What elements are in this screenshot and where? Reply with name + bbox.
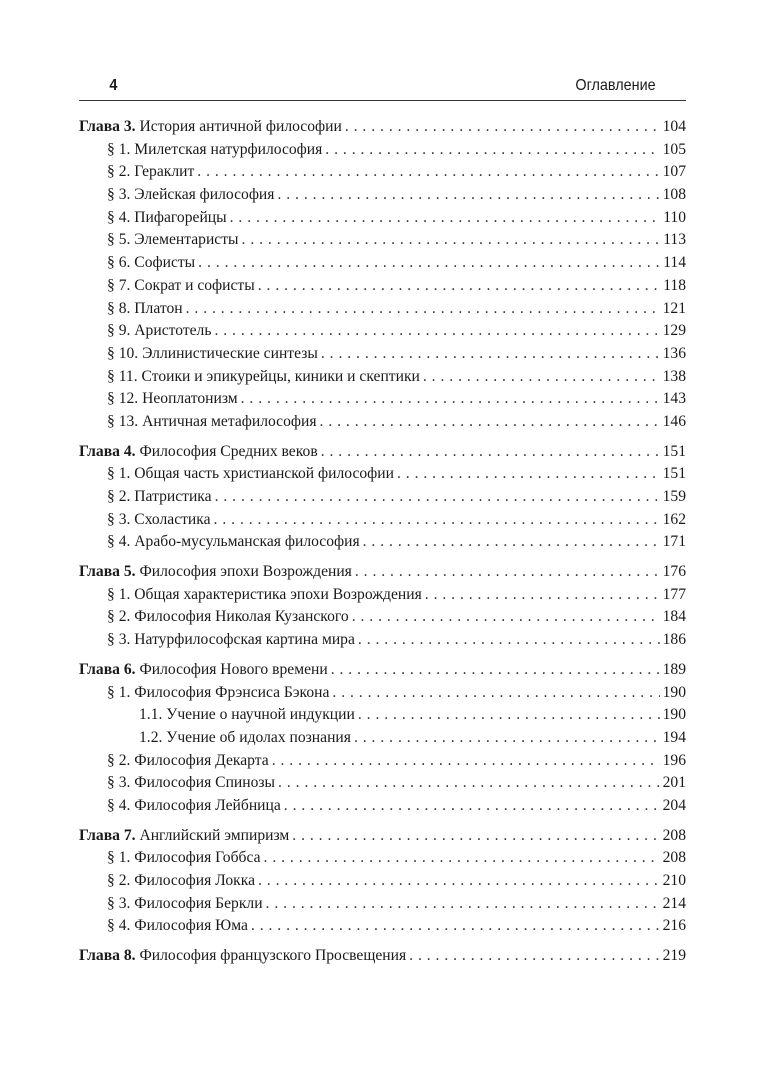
section-page: 162 bbox=[662, 510, 686, 528]
section-title: Философия Николая Кузанского bbox=[134, 608, 349, 626]
dot-leader bbox=[397, 463, 660, 486]
chapter-number: Глава 8. bbox=[79, 947, 136, 965]
section-number: § 9. bbox=[107, 322, 131, 340]
dot-leader bbox=[423, 366, 660, 389]
subsection-entry bbox=[79, 704, 686, 727]
subsection-title: Учение о научной индукции bbox=[166, 706, 355, 724]
dot-leader bbox=[264, 847, 660, 870]
section-title: Пифагорейцы bbox=[134, 208, 227, 226]
section-entry bbox=[79, 463, 686, 486]
section-number: § 3. bbox=[107, 631, 131, 649]
dot-leader bbox=[241, 388, 660, 411]
section-number: § 1. bbox=[107, 585, 131, 603]
section-title: Сократ и софисты bbox=[134, 276, 255, 294]
section-entry bbox=[79, 893, 686, 916]
section-page: 214 bbox=[662, 894, 686, 912]
dot-leader bbox=[355, 561, 660, 584]
section-page: 114 bbox=[663, 254, 686, 272]
section-title: Патристика bbox=[134, 488, 212, 505]
section-page: 105 bbox=[662, 140, 686, 158]
chapter-title: Философия Средних веков bbox=[139, 442, 318, 460]
section-entry bbox=[79, 161, 686, 184]
dot-leader bbox=[198, 252, 660, 275]
section-number: § 1. bbox=[107, 683, 131, 701]
chapter-page: 176 bbox=[662, 563, 686, 581]
section-number: § 2. bbox=[107, 488, 131, 505]
chapter-entry bbox=[79, 561, 686, 584]
section-entry bbox=[79, 139, 686, 162]
section-entry bbox=[79, 411, 686, 434]
section-page: 196 bbox=[662, 751, 686, 769]
chapter-block bbox=[79, 116, 686, 434]
chapter-number: Глава 5. bbox=[79, 563, 136, 581]
section-title: Аристотель bbox=[134, 322, 212, 340]
section-entry bbox=[79, 772, 686, 795]
chapter-entry bbox=[79, 945, 686, 968]
section-number: § 12. bbox=[107, 390, 139, 408]
section-page: 107 bbox=[662, 163, 686, 181]
section-number: § 3. bbox=[107, 510, 131, 528]
section-title: Натурфилософская картина мира bbox=[134, 631, 355, 649]
section-number: § 11. bbox=[107, 367, 138, 385]
section-number: § 3. bbox=[107, 894, 131, 912]
chapter-page: 151 bbox=[662, 442, 686, 460]
page-number: 4 bbox=[109, 77, 118, 94]
chapter-title: Философия Нового времени bbox=[139, 660, 328, 678]
section-entry bbox=[79, 275, 686, 298]
section-entry bbox=[79, 795, 686, 818]
section-page: 201 bbox=[662, 774, 686, 792]
subsection-page: 194 bbox=[662, 728, 686, 746]
subsection-entry bbox=[79, 727, 686, 750]
section-title: Общая характеристика эпохи Возрождения bbox=[134, 585, 422, 603]
chapter-entry bbox=[79, 825, 686, 848]
section-page: 186 bbox=[662, 631, 686, 649]
section-title: Философия Лейбница bbox=[134, 796, 281, 814]
dot-leader bbox=[358, 704, 660, 727]
dot-leader bbox=[277, 184, 659, 207]
dot-leader bbox=[409, 945, 659, 968]
section-title: Античная метафилософия bbox=[142, 412, 317, 430]
section-page: 204 bbox=[662, 796, 686, 814]
section-title: Милетская натурфилософия bbox=[134, 140, 323, 158]
section-number: § 4. bbox=[107, 208, 131, 226]
section-entry bbox=[79, 915, 686, 938]
section-title: Софисты bbox=[134, 254, 196, 272]
section-page: 184 bbox=[662, 608, 686, 626]
section-number: § 3. bbox=[107, 774, 131, 792]
section-entry bbox=[79, 486, 686, 509]
chapter-entry bbox=[79, 659, 686, 682]
section-entry bbox=[79, 229, 686, 252]
section-page: 159 bbox=[662, 488, 686, 505]
section-number: § 2. bbox=[107, 872, 131, 889]
dot-leader bbox=[352, 606, 660, 629]
section-title: Философия Фрэнсиса Бэкона bbox=[134, 683, 330, 701]
section-number: § 1. bbox=[107, 140, 131, 158]
section-page: 118 bbox=[663, 276, 686, 294]
chapter-block bbox=[79, 659, 686, 818]
subsection-number: 1.2. bbox=[139, 728, 163, 746]
chapter-entry bbox=[79, 441, 686, 464]
dot-leader bbox=[186, 298, 660, 321]
section-entry bbox=[79, 629, 686, 652]
dot-leader bbox=[214, 509, 660, 532]
section-entry bbox=[79, 252, 686, 275]
chapter-title: История античной философии bbox=[139, 118, 342, 135]
section-entry bbox=[79, 298, 686, 321]
section-number: § 5. bbox=[107, 231, 131, 249]
section-number: § 4. bbox=[107, 917, 131, 935]
dot-leader bbox=[215, 486, 660, 509]
section-entry bbox=[79, 207, 686, 230]
dot-leader bbox=[251, 915, 660, 938]
chapter-number: Глава 7. bbox=[79, 826, 136, 844]
chapter-number: Глава 6. bbox=[79, 660, 136, 678]
chapter-number: Глава 4. bbox=[79, 442, 136, 460]
section-page: 121 bbox=[662, 299, 686, 317]
dot-leader bbox=[197, 161, 659, 184]
section-page: 143 bbox=[662, 390, 686, 408]
section-title: Философия Беркли bbox=[134, 894, 263, 912]
dot-leader bbox=[214, 320, 659, 343]
chapter-title: Философия эпохи Возрождения bbox=[139, 563, 352, 581]
chapter-page: 219 bbox=[662, 947, 686, 965]
section-number: § 2. bbox=[107, 608, 131, 626]
chapter-page: 208 bbox=[662, 826, 686, 844]
chapter-page: 104 bbox=[662, 118, 686, 135]
subsection-page: 190 bbox=[662, 706, 686, 724]
section-entry bbox=[79, 606, 686, 629]
chapter-block bbox=[79, 441, 686, 554]
section-title: Общая часть христианской философии bbox=[134, 465, 394, 483]
section-title: Стоики и эпикурейцы, киники и скептики bbox=[141, 367, 420, 385]
section-page: 113 bbox=[663, 231, 686, 249]
section-entry bbox=[79, 184, 686, 207]
section-page: 216 bbox=[662, 917, 686, 935]
table-of-contents bbox=[79, 116, 686, 975]
section-title: Элейская философия bbox=[134, 186, 275, 204]
section-page: 129 bbox=[662, 322, 686, 340]
section-title: Философия Гоббса bbox=[134, 849, 261, 867]
section-entry bbox=[79, 509, 686, 532]
section-title: Элементаристы bbox=[134, 231, 239, 249]
dot-leader bbox=[266, 893, 660, 916]
section-title: Платон bbox=[134, 299, 183, 317]
section-number: § 4. bbox=[107, 533, 131, 551]
section-number: § 3. bbox=[107, 186, 131, 204]
section-title: Философия Декарта bbox=[134, 751, 269, 769]
section-title: Философия Спинозы bbox=[134, 774, 276, 792]
section-entry bbox=[79, 343, 686, 366]
section-number: § 7. bbox=[107, 276, 131, 294]
section-entry bbox=[79, 847, 686, 870]
chapter-page: 189 bbox=[662, 660, 686, 678]
section-title: Схоластика bbox=[134, 510, 211, 528]
section-number: § 10. bbox=[107, 344, 139, 362]
section-page: 210 bbox=[662, 872, 686, 889]
section-number: § 2. bbox=[107, 163, 131, 181]
dot-leader bbox=[321, 343, 660, 366]
header-rule bbox=[79, 100, 686, 101]
dot-leader bbox=[325, 139, 659, 162]
section-entry bbox=[79, 531, 686, 554]
section-page: 138 bbox=[662, 367, 686, 385]
section-page: 108 bbox=[662, 186, 686, 204]
dot-leader bbox=[345, 116, 660, 139]
section-number: § 8. bbox=[107, 299, 131, 317]
section-number: § 4. bbox=[107, 796, 131, 814]
chapter-block bbox=[79, 561, 686, 652]
section-page: 146 bbox=[662, 412, 686, 430]
chapter-title: Английский эмпиризм bbox=[139, 826, 290, 844]
section-page: 171 bbox=[662, 533, 686, 551]
dot-leader bbox=[230, 207, 661, 230]
section-entry bbox=[79, 388, 686, 411]
chapter-entry bbox=[79, 116, 686, 139]
section-entry bbox=[79, 682, 686, 705]
dot-leader bbox=[332, 682, 659, 705]
dot-leader bbox=[320, 411, 660, 434]
subsection-title: Учение об идолах познания bbox=[166, 728, 351, 746]
section-page: 177 bbox=[662, 585, 686, 603]
running-header bbox=[109, 74, 655, 98]
section-number: § 13. bbox=[107, 412, 139, 430]
section-page: 110 bbox=[663, 208, 686, 226]
section-number: § 1. bbox=[107, 465, 131, 483]
dot-leader bbox=[425, 584, 660, 607]
section-number: § 1. bbox=[107, 849, 131, 867]
section-page: 190 bbox=[662, 683, 686, 701]
chapter-block bbox=[79, 945, 686, 968]
dot-leader bbox=[258, 275, 660, 298]
section-entry bbox=[79, 750, 686, 773]
section-entry bbox=[79, 320, 686, 343]
section-entry bbox=[79, 870, 686, 893]
subsection-number: 1.1. bbox=[139, 706, 163, 724]
chapter-block bbox=[79, 825, 686, 938]
section-number: § 2. bbox=[107, 751, 131, 769]
chapter-title: Философия французского Просвещения bbox=[139, 947, 407, 965]
dot-leader bbox=[363, 531, 660, 554]
dot-leader bbox=[331, 659, 660, 682]
section-title: Философия Локка bbox=[134, 872, 255, 889]
dot-leader bbox=[354, 727, 660, 750]
dot-leader bbox=[258, 870, 660, 893]
section-page: 136 bbox=[662, 344, 686, 362]
section-title: Философия Юма bbox=[134, 917, 248, 935]
dot-leader bbox=[321, 441, 660, 464]
dot-leader bbox=[358, 629, 660, 652]
section-number: § 6. bbox=[107, 254, 131, 272]
section-title: Эллинистические синтезы bbox=[142, 344, 318, 362]
section-title: Неоплатонизм bbox=[142, 390, 238, 408]
chapter-number: Глава 3. bbox=[79, 118, 136, 135]
section-page: 151 bbox=[662, 465, 686, 483]
section-title: Арабо-мусульманская философия bbox=[134, 533, 360, 551]
dot-leader bbox=[284, 795, 660, 818]
header-title: Оглавление bbox=[575, 77, 656, 94]
dot-leader bbox=[242, 229, 661, 252]
section-page: 208 bbox=[662, 849, 686, 867]
section-entry bbox=[79, 584, 686, 607]
dot-leader bbox=[272, 750, 660, 773]
dot-leader bbox=[292, 825, 659, 848]
dot-leader bbox=[278, 772, 660, 795]
section-entry bbox=[79, 366, 686, 389]
section-title: Гераклит bbox=[134, 163, 195, 181]
